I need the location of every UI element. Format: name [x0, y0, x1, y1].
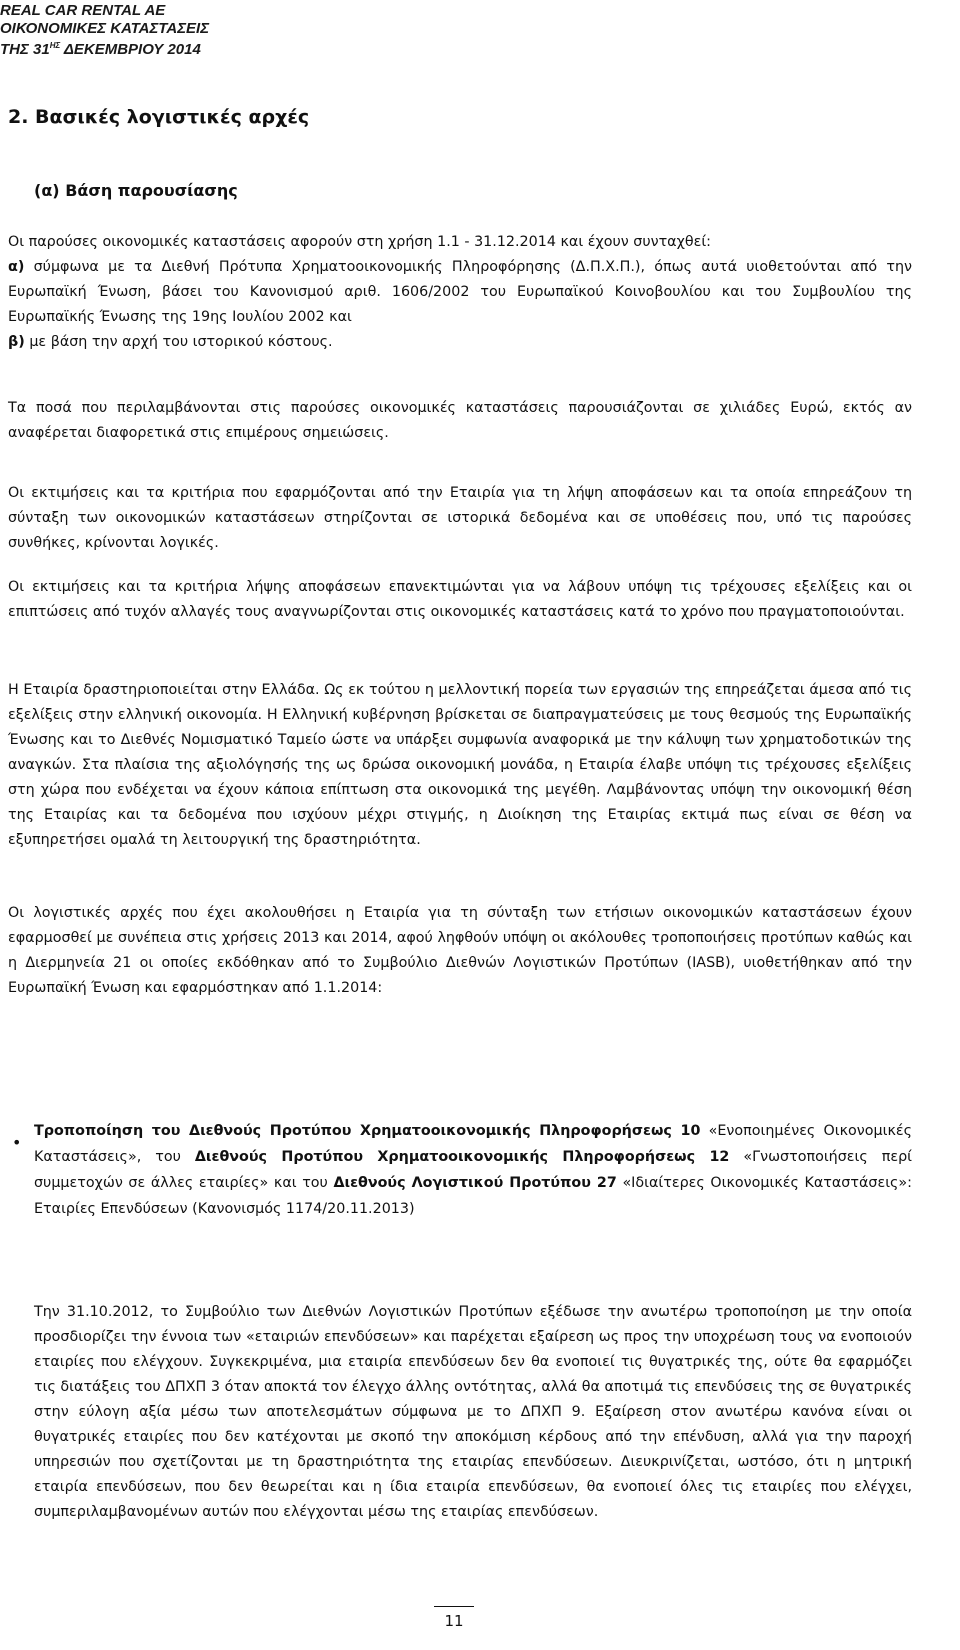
section-title: 2. Βασικές λογιστικές αρχές [8, 106, 310, 128]
paragraph-going-concern: Η Εταιρία δραστηριοποιείται στην Ελλάδα. Ως εκ τούτου η μελλοντική πορεία των εργασιών της επηρεάζεται άμεσα από τις εξελίξεις στην ελληνική οικονομία. Η Ελληνική κυβέρνηση βρίσκεται σε διαπραγματεύσεις με τους θεσμούς της Ευρωπαϊκής Ένωσης και το Διεθνές Νομισματικό Ταμείο ώστε να υπάρξει συμφωνία αναφορικά με την κάλυψη των χρηματοδοτικών της αναγκών. Στα πλαίσια της αξιολόγησής της ως δρώσα οικονομική μονάδα, η Εταιρία έλαβε υπόψη τις τρέχουσες εξελίξεις στη χώρα που ενδέχεται να έχουν κάποια επίπτωση στα οικονομικά της μεγέθη. Λαμβάνοντας υπόψη την οικονομική θέση της Εταιρίας και τα δεδομένα που ισχύουν μέχρι στιγμής, η Διοίκηση της Εταιρίας εκτιμά πως είναι σε θέση να εξυπηρετήσει ομαλά τη λειτουργική της δραστηριότητα. [8, 682, 912, 848]
page-number: 11 [444, 1612, 464, 1630]
bullet-amendment: Τροποποίηση του Διεθνούς Προτύπου Χρηματοοικονομικής Πληροφορήσεως 10 «Ενοποιημένες Οικονομικές Καταστάσεις», του Διεθνούς Προτύπου Χρηματοοικονομικής Πληροφορήσεως 12 «Γνωστοποιήσεις περί συμμετοχών σε άλλες εταιρίες» και του Διεθνούς Λογιστικού Προτύπου 27 «Ιδιαίτερες Οικονομικές Καταστάσεις»: Εταιρίες Επενδύσεων (Κανονισμός 1174/20.11.2013) [34, 1123, 912, 1217]
basis-item-a: α) σύμφωνα με τα Διεθνή Πρότυπα Χρηματοοικονομικής Πληροφόρησης (Δ.Π.Χ.Π.), όπως αυτά υιοθετούνται από την Ευρωπαϊκή Ένωση, βάσει του Κανονισμού αριθ. 1606/2002 του Ευρωπαϊκού Κοινοβουλίου και του Συμβουλίου της Ευρωπαϊκής Ένωσης της 19ης Ιουλίου 2002 και [8, 259, 912, 325]
paragraph-estimates: Οι εκτιμήσεις και τα κριτήρια που εφαρμόζονται από την Εταιρία για τη λήψη αποφάσεων και τα οποία επηρεάζουν τη σύνταξη των οικονομικών καταστάσεων στηρίζονται σε ιστορικά δεδομένα και σε υποθέσεις που, υπό τις παρούσες συνθήκες, κρίνονται λογικές. [8, 485, 912, 551]
header-company: REAL CAR RENTAL AE [0, 2, 166, 19]
paragraph-investment-entities: Την 31.10.2012, το Συμβούλιο των Διεθνών Λογιστικών Προτύπων εξέδωσε την ανωτέρω τροποποίηση με την οποία προσδιορίζει την έννοια των «εταιριών επενδύσεων» και παρέχεται εξαίρεση ως προς την υποχρέωση τους να ενοποιούν εταιρίες που ελέγχουν. Συγκεκριμένα, μια εταιρία επενδύσεων δεν θα ενοποιεί τις θυγατρικές της, ούτε θα εφαρμόζει τις διατάξεις του ΔΠΧΠ 3 όταν αποκτά τον έλεγχο άλλης οντότητας, αλλά θα αποτιμά τις επενδύσεις της σε θυγατρικές στην εύλογη αξία μέσω των αποτελεσμάτων σύμφωνα με το ΔΠΧΠ 9. Εξαίρεση στον ανωτέρω κανόνα είναι οι θυγατρικές εταιρίες που δεν κατέχονται με σκοπό την αποκόμιση κέρδους από την επένδυση, αλλά για την παροχή υπηρεσιών που σχετίζονται με τη δραστηριότητα της εταιρίας επενδύσεων. Διευκρινίζεται, ωστόσο, ότι η μητρική εταιρία επενδύσεων, που δεν θεωρείται και η ίδια εταιρία επενδύσεων, θα ενοποιεί όλες τις εταιρίες που ελέγχει, συμπεριλαμβανομένων αυτών που ελέγχονται μέσω της εταιρίας επενδύσεων. [34, 1304, 912, 1520]
page-number-rule [434, 1606, 474, 1607]
bullet-mark: • [12, 1133, 22, 1152]
paragraph-currency: Τα ποσά που περιλαμβάνονται στις παρούσες οικονομικές καταστάσεις παρουσιάζονται σε χιλιάδες Ευρώ, εκτός αν αναφέρεται διαφορετικά στις επιμέρους σημειώσεις. [8, 400, 912, 441]
header-date: ΤΗΣ $31^{H\Sigma}$ ΔΕΚΕΜΒΡΙΟΥ 2014 [0, 41, 201, 58]
page-header [0, 2, 209, 59]
basis-intro: Οι παρούσες οικονομικές καταστάσεις αφορούν στη χρήση 1.1 - 31.12.2014 και έχουν συνταχθεί: [8, 234, 711, 250]
paragraph-reassessment: Οι εκτιμήσεις και τα κριτήρια λήψης αποφάσεων επανεκτιμώνται για να λάβουν υπόψη τις τρέχουσες εξελίξεις και οι επιπτώσεις από τυχόν αλλαγές τους αναγνωρίζονται στις οικονομικές καταστάσεις κατά το χρόνο που πραγματοποιούνται. [8, 579, 912, 620]
basis-item-b: β) με βάση την αρχή του ιστορικού κόστους. [8, 334, 333, 350]
section-subtitle: (α) Βάση παρουσίασης [34, 181, 238, 200]
header-statements: ΟΙΚΟΝΟΜΙΚΕΣ ΚΑΤΑΣΤΑΣΕΙΣ [0, 19, 210, 37]
paragraph-accounting-policies: Οι λογιστικές αρχές που έχει ακολουθήσει η Εταιρία για τη σύνταξη των ετήσιων οικονομικών καταστάσεων έχουν εφαρμοσθεί με συνέπεια στις χρήσεις 2013 και 2014, αφού ληφθούν υπόψη οι ακόλουθες τροποποιήσεις προτύπων καθώς και η Διερμηνεία 21 οι οποίες εκδόθηκαν από το Συμβούλιο Διεθνών Λογιστικών Προτύπων (IASB), υιοθετήθηκαν από την Ευρωπαϊκή Ένωση και εφαρμόστηκαν από 1.1.2014: [8, 905, 912, 996]
paragraph-basis [8, 230, 912, 355]
